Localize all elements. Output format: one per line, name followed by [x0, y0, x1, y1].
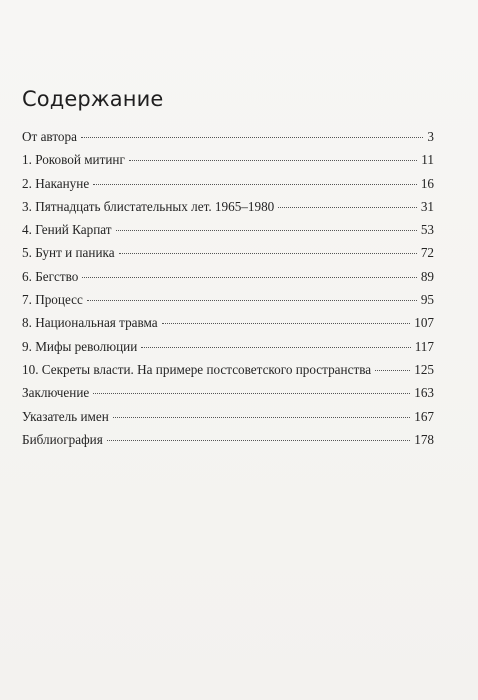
toc-dot-leader — [93, 393, 410, 394]
toc-entry — [22, 362, 434, 385]
toc-dot-leader — [375, 370, 410, 371]
toc-entry — [22, 269, 434, 292]
toc-entry — [22, 222, 434, 245]
toc-entry — [22, 199, 434, 222]
toc-entry-page-number: 167 — [414, 408, 434, 424]
toc-dot-leader — [87, 300, 417, 301]
toc-entry-page-number: 31 — [420, 198, 434, 214]
toc-entry-page-number: 72 — [420, 245, 434, 261]
toc-entry-page-number: 11 — [421, 152, 434, 168]
toc-entry — [22, 292, 434, 315]
toc-dot-leader — [82, 277, 416, 278]
toc-entry-title: 10. Секреты власти. На примере постсоветского пространства — [22, 361, 372, 377]
toc-entry-page-number: 53 — [420, 222, 434, 238]
toc-entry — [22, 176, 434, 199]
toc-entry-title: 9. Мифы революции — [22, 338, 138, 354]
toc-entry-title: 5. Бунт и паника — [22, 245, 115, 261]
toc-entry-page-number: 95 — [420, 292, 434, 308]
contents-heading: Содержание — [22, 87, 164, 111]
toc-dot-leader — [93, 184, 417, 185]
toc-entry-title: 6. Бегство — [22, 268, 79, 284]
toc-entry-page-number: 89 — [420, 268, 434, 284]
toc-entry-title: Библиография — [22, 431, 103, 447]
toc-entry-title: Указатель имен — [22, 408, 109, 424]
toc-entry — [22, 432, 434, 455]
toc-dot-leader — [116, 230, 417, 231]
toc-entry-page-number: 3 — [427, 129, 434, 144]
toc-entry — [22, 245, 434, 268]
toc-entry-title: 7. Процесс — [22, 292, 83, 308]
toc-entry-page-number: 125 — [414, 361, 434, 377]
toc-entry — [22, 385, 434, 408]
toc-entry-page-number: 117 — [414, 338, 434, 354]
toc-entry-page-number: 178 — [414, 431, 434, 447]
toc-dot-leader — [278, 207, 417, 208]
toc-dot-leader — [119, 253, 417, 254]
toc-entry-title: Заключение — [22, 385, 90, 401]
toc-entry-title: 3. Пятнадцать блистательных лет. 1965–1980 — [22, 198, 275, 214]
toc-entry-title: 2. Накануне — [22, 175, 90, 191]
toc-entry — [22, 315, 434, 338]
toc-dot-leader — [141, 347, 410, 348]
toc-dot-leader — [113, 417, 410, 418]
toc-dot-leader — [162, 323, 411, 324]
toc-entry — [22, 129, 434, 152]
toc-entry-title: От автора — [22, 129, 77, 144]
toc-entry — [22, 409, 434, 432]
toc-entry — [22, 152, 434, 175]
toc-entry — [22, 339, 434, 362]
table-of-contents — [22, 129, 434, 455]
toc-entry-page-number: 107 — [414, 315, 434, 331]
toc-dot-leader — [107, 440, 410, 441]
toc-dot-leader — [81, 137, 423, 138]
toc-entry-title: 8. Национальная травма — [22, 315, 158, 331]
toc-entry-page-number: 16 — [420, 175, 434, 191]
toc-entry-title: 4. Гений Карпат — [22, 222, 112, 238]
toc-entry-title: 1. Роковой митинг — [22, 152, 125, 168]
toc-dot-leader — [129, 160, 417, 161]
toc-entry-page-number: 163 — [414, 385, 434, 401]
